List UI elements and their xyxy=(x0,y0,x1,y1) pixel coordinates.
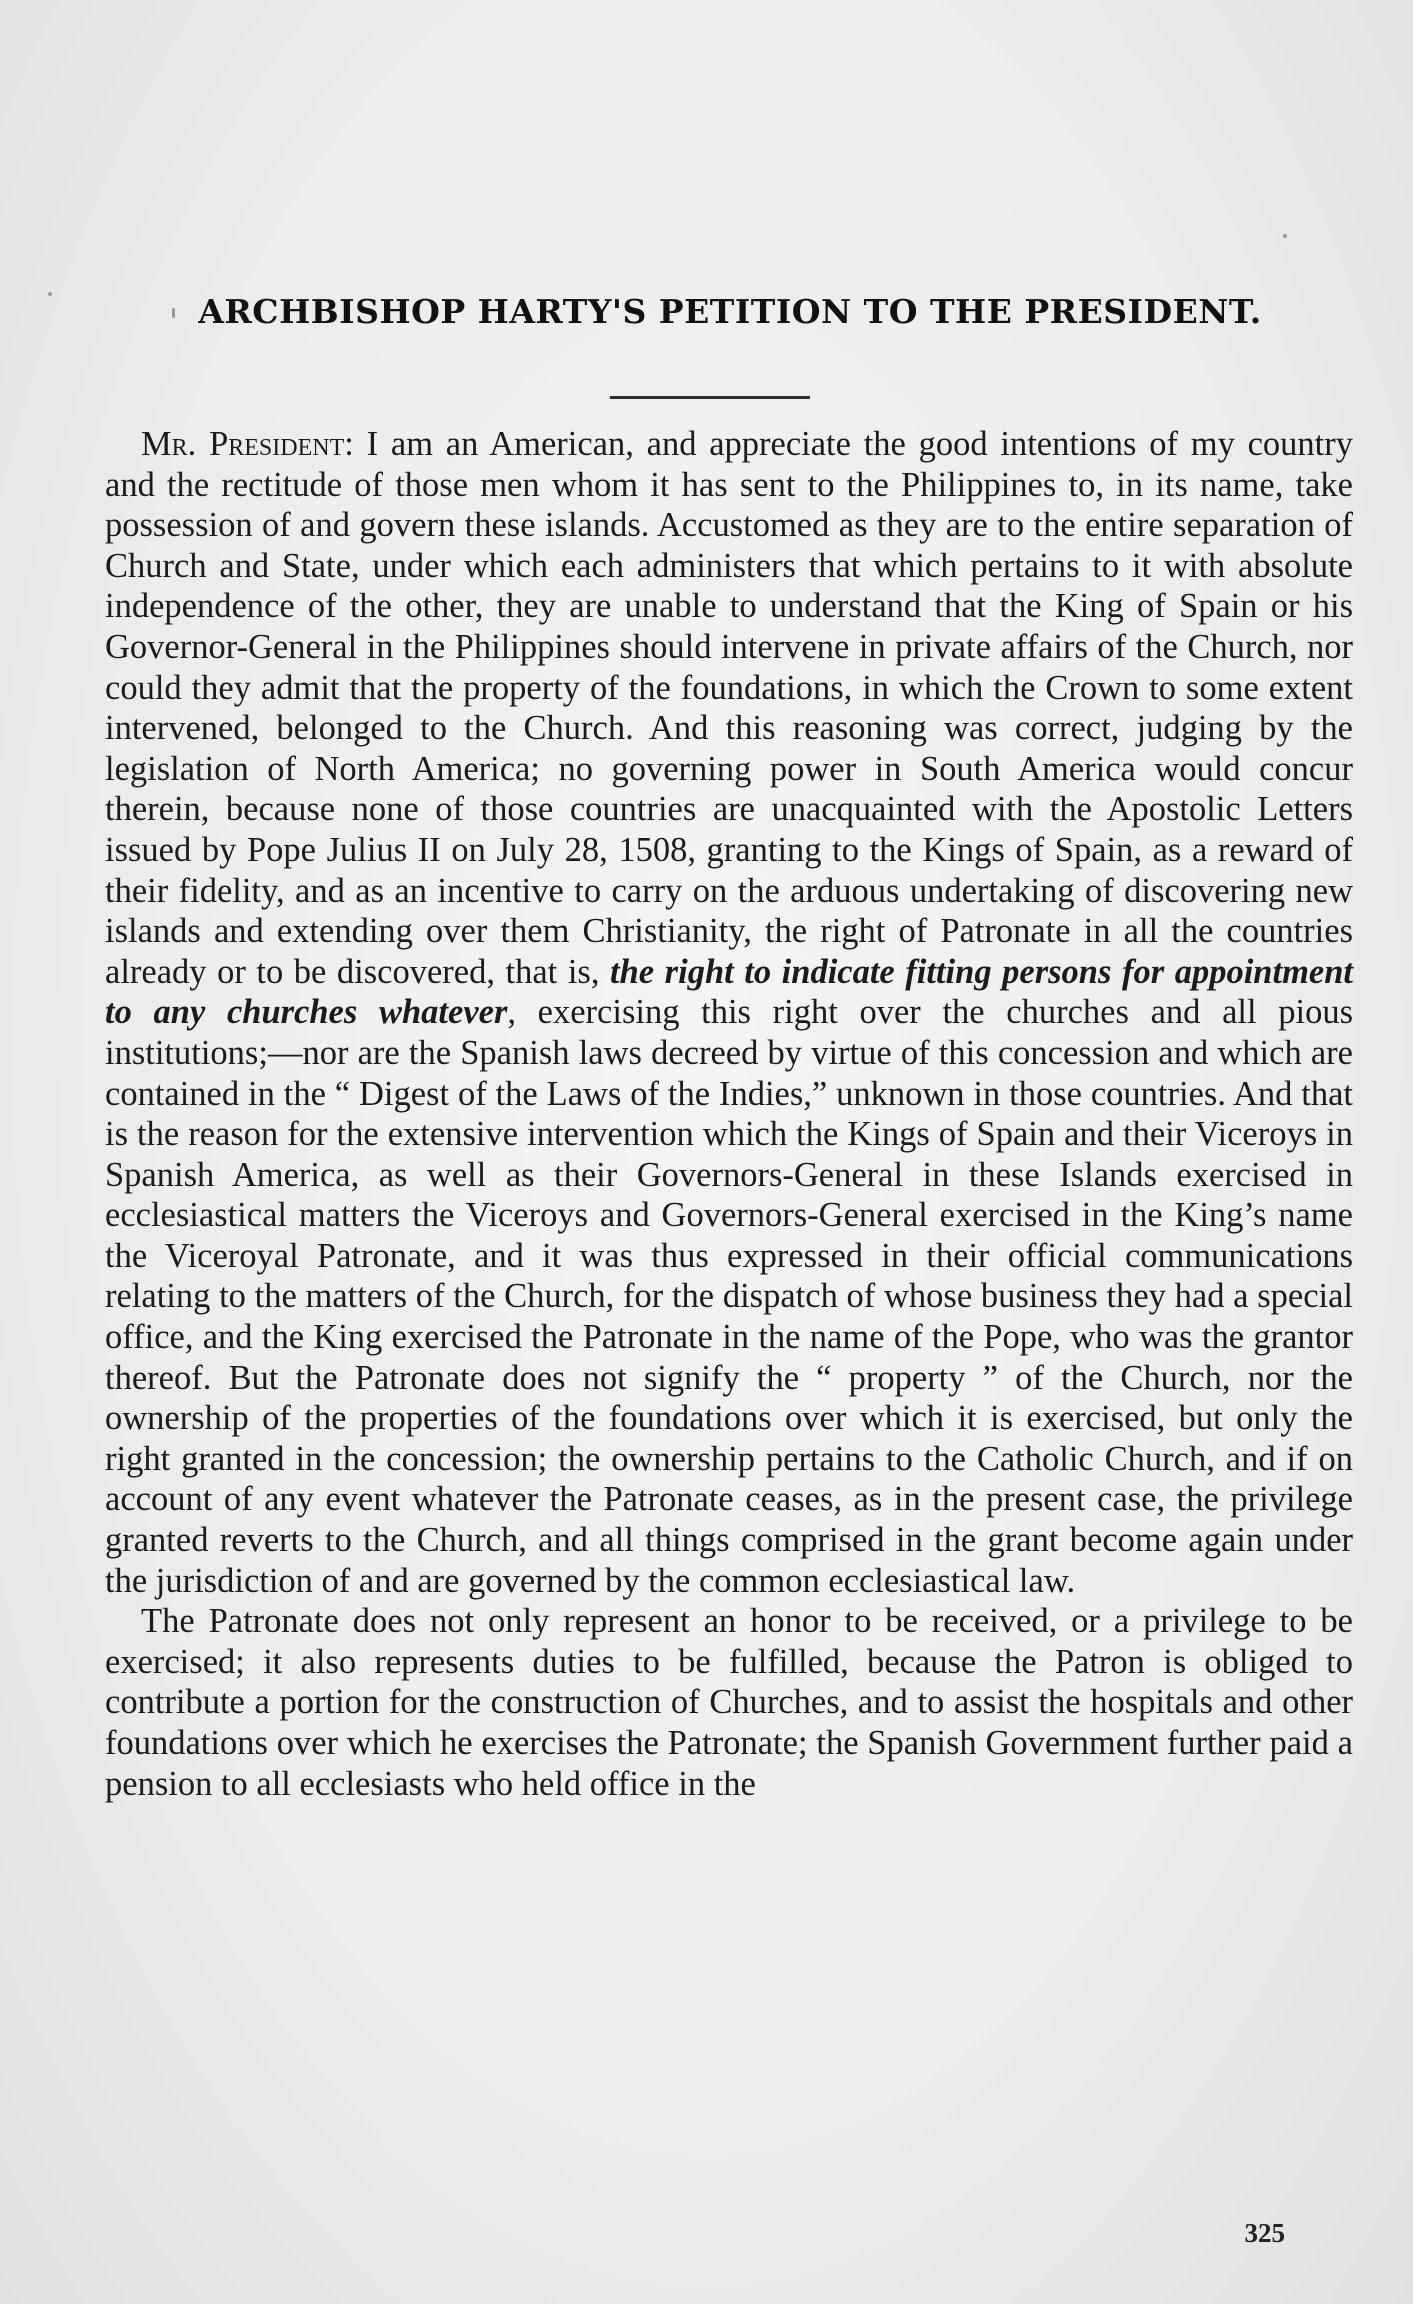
scan-speck xyxy=(1283,234,1287,238)
paragraph-1 xyxy=(105,424,1353,1601)
scan-speck xyxy=(48,292,52,296)
document-page xyxy=(100,0,1360,2304)
scan-speck xyxy=(172,308,175,318)
page-title: ARCHBISHOP HARTY'S PETITION TO THE PRESIDENT. xyxy=(198,292,1262,331)
paragraph-2: The Patronate does not only represent an honor to be received, or a privilege to be exercised; it also represents duties to be fulfilled, because the Patron is obliged to contribute a portion for the construction of Churches, and to assist the hospitals and other foundations over which he exercises the Patronate; the Spanish Government further paid a pension to all ecclesiasts who held office in the xyxy=(105,1602,1353,1803)
paragraph-1-lead: : I am an American, and appreciate the good intentions of my country and the rectitude of those men whom it has sent to the Philippines to, in its name, take possession of and govern these islands. Accustomed as they are to the entire separation of Church and State, under which each administers that which pertains to it with absolute independence of the other, they are unable to understand that the King of Spain or his Governor-General in the Philippines should intervene in private affairs of the Church, nor could they admit that the property of the foundations, in which the Crown to some extent intervened, belonged to the Church. And this reasoning was correct, judging by the legislation of North America; no governing power in South America would concur therein, because none of those countries are unacquainted with the Apostolic Letters issued by Pope Julius II on July 28, 1508, granting to the Kings of Spain, as a reward of their fidelity, and as an incentive to carry on the arduous undertaking of discovering new islands and extending over them Christianity, the right of Patronate in all the countries already or to be discovered, that is, xyxy=(105,425,1353,991)
page-number: 325 xyxy=(1244,2218,1285,2248)
salutation: Mr. President xyxy=(141,425,345,463)
petition-body xyxy=(105,424,1353,1804)
title-divider xyxy=(610,396,810,399)
paragraph-1-italic-phrase: the right to indicate fitting persons for appointment to any churches whatever xyxy=(105,952,1353,1032)
paragraph-1-rest: , exercising this right over the churches and all pious institutions;—nor are the Spanish laws decreed by virtue of this concession and which are contained in the “ Digest of the Laws of the Indies,” unknown in those countries. And that is the reason for the extensive intervention which the Kings of Spain and their Viceroys in Spanish America, as well as their Governors-General in these Islands exercised in ecclesiastical matters the Viceroys and Governors-General exercised in the King’s name the Viceroyal Patronate, and it was thus expressed in their official communications relating to the matters of the Church, for the dispatch of whose business they had a special office, and the King exercised the Patronate in the name of the Pope, who was the grantor thereof. But the Patronate does not signify the “ property ” of the Church, nor the ownership of the properties of the foundations over which it is exercised, but only the right granted in the concession; the ownership pertains to the Catholic Church, and if on account of any event whatever the Patronate ceases, as in the present case, the privilege granted reverts to the Church, and all things comprised in the grant become again under the jurisdiction of and are governed by the common ecclesiastical law. xyxy=(105,993,1353,1600)
